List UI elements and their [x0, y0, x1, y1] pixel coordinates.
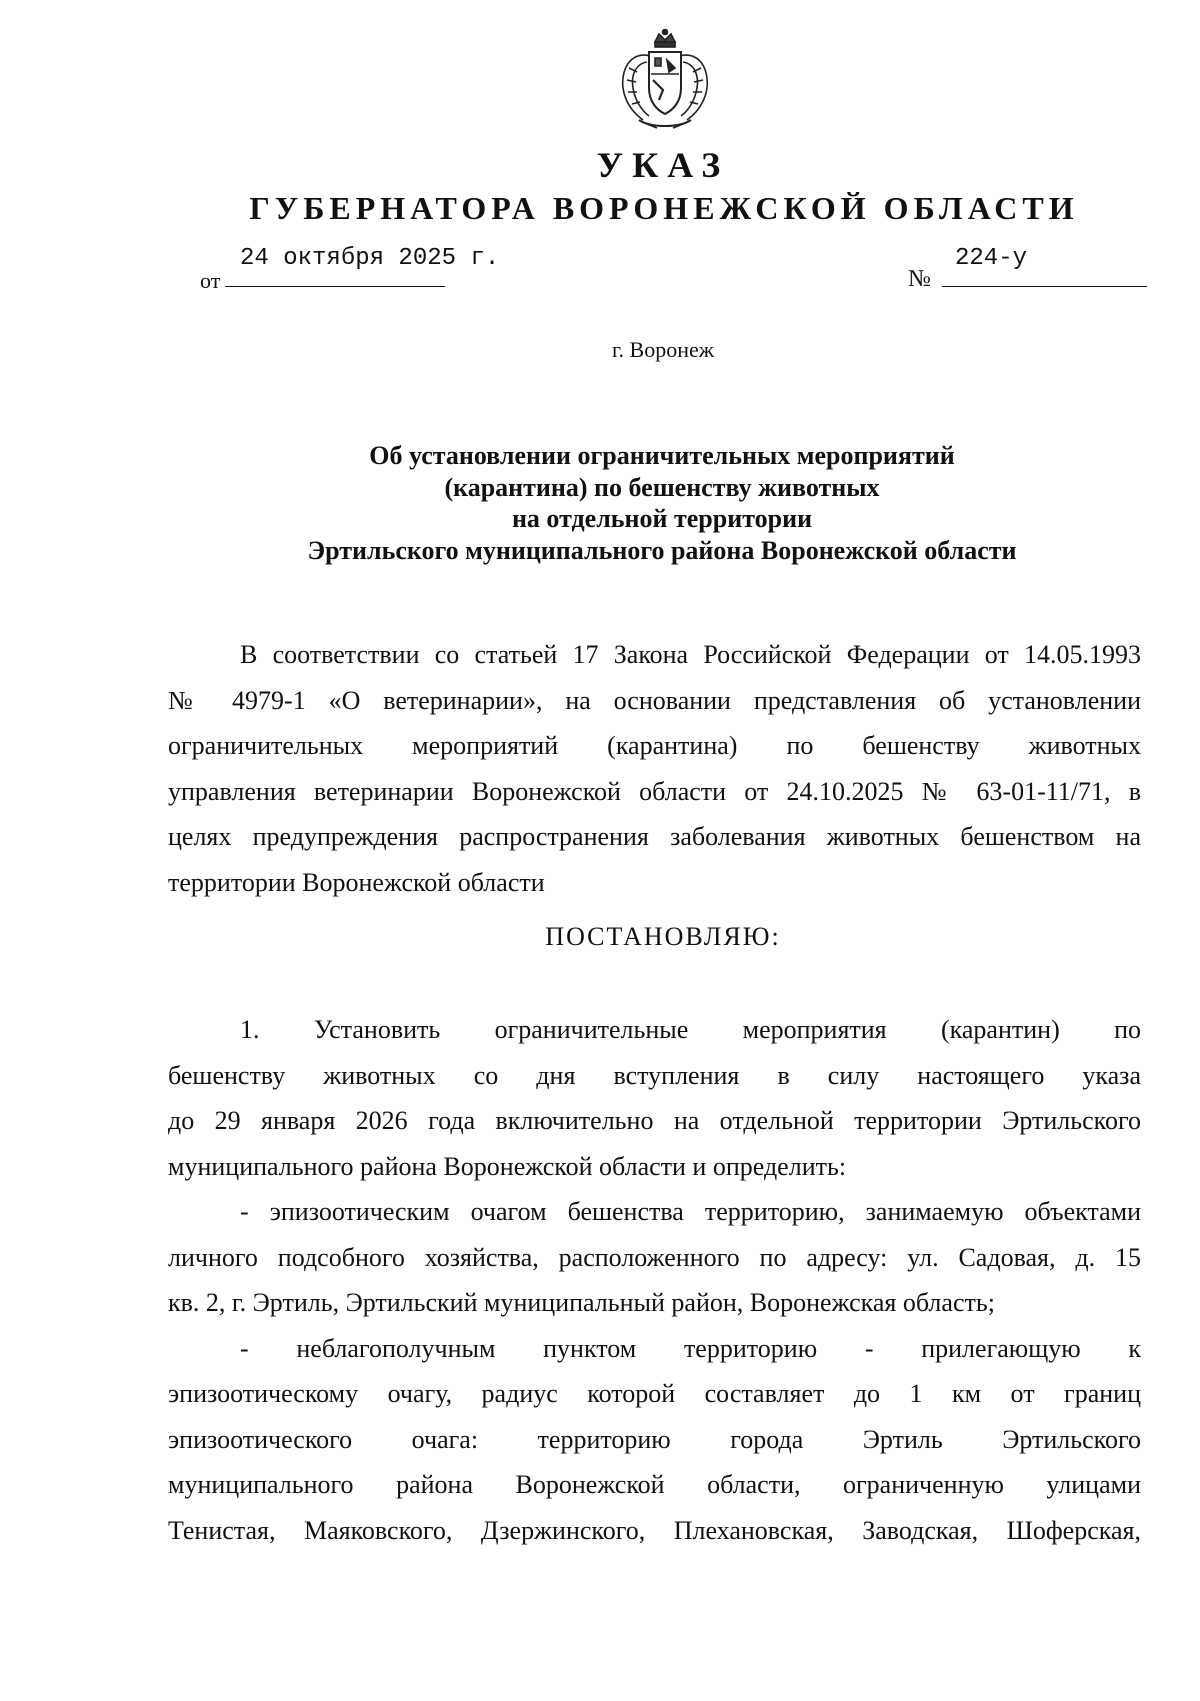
text-line: управления ветеринарии Воронежской области от 24.10.2025 № 63-01-11/71, в [168, 776, 1141, 806]
text-line: муниципального района Воронежской области и определить: [168, 1151, 847, 1181]
text-line: - эпизоотическим очагом бешенства территорию, занимаемую объектами [240, 1197, 1141, 1226]
text-line: эпизоотического очага: территорию города Эртиль Эртильского [168, 1424, 1141, 1454]
subject-line: (карантина) по бешенству животных [444, 472, 880, 502]
text-line: бешенству животных со дня вступления в силу настоящего указа [168, 1060, 1141, 1090]
document-title: УКАЗ [596, 145, 730, 185]
number-underline [942, 286, 1147, 287]
document-subject [0, 440, 1200, 566]
text-line: кв. 2, г. Эртиль, Эртильский муниципальный район, Воронежская область; [168, 1288, 995, 1317]
document-number: 224-у [955, 245, 1028, 272]
subject-line: на отдельной территории [511, 504, 813, 533]
text-line: Тенистая, Маяковского, Дзержинского, Плехановская, Заводская, Шоферская, [168, 1515, 1141, 1545]
text-line: - неблагополучным пунктом территорию - прилегающую к [240, 1333, 1141, 1363]
date-number-row [0, 245, 1200, 295]
text-line: 1. Установить ограничительные мероприятия (карантин) по [240, 1015, 1141, 1044]
text-line: В соответствии со статьей 17 Закона Российской Федерации от 14.05.1993 [240, 640, 1141, 669]
decree-word: ПОСТАНОВЛЯЮ: [545, 922, 781, 951]
text-line: ограничительных мероприятий (карантина) по бешенству животных [168, 731, 1141, 760]
subject-line: Об установлении ограничительных мероприятий [369, 441, 955, 470]
clause-1 [168, 1007, 1141, 1553]
number-prefix: № [908, 266, 931, 292]
text-line: № 4979-1 «О ветеринарии», на основании представления об установлении [168, 685, 1141, 715]
text-line: до 29 января 2026 года включительно на отдельной территории Эртильского [168, 1106, 1141, 1135]
text-line: территории Воронежской области [168, 867, 545, 897]
document-issuer: ГУБЕРНАТОРА ВОРОНЕЖСКОЙ ОБЛАСТИ [249, 190, 1079, 226]
document-city: г. Воронеж [612, 337, 714, 362]
text-line: эпизоотическому очагу, радиус которой составляет до 1 км от границ [168, 1379, 1141, 1408]
text-line: целях предупреждения распространения заболевания животных бешенством на [168, 822, 1141, 851]
document-date: 24 октября 2025 г. [240, 245, 500, 272]
date-underline [225, 286, 445, 287]
preamble-paragraph [168, 632, 1141, 905]
text-line: муниципального района Воронежской области, ограниченную улицами [168, 1470, 1141, 1499]
text-line: личного подсобного хозяйства, расположенного по адресу: ул. Садовая, д. 15 [168, 1242, 1141, 1272]
subject-line: Эртильского муниципального района Воронежской области [307, 535, 1017, 565]
date-prefix: от [200, 268, 221, 293]
coat-of-arms-icon [617, 28, 713, 132]
